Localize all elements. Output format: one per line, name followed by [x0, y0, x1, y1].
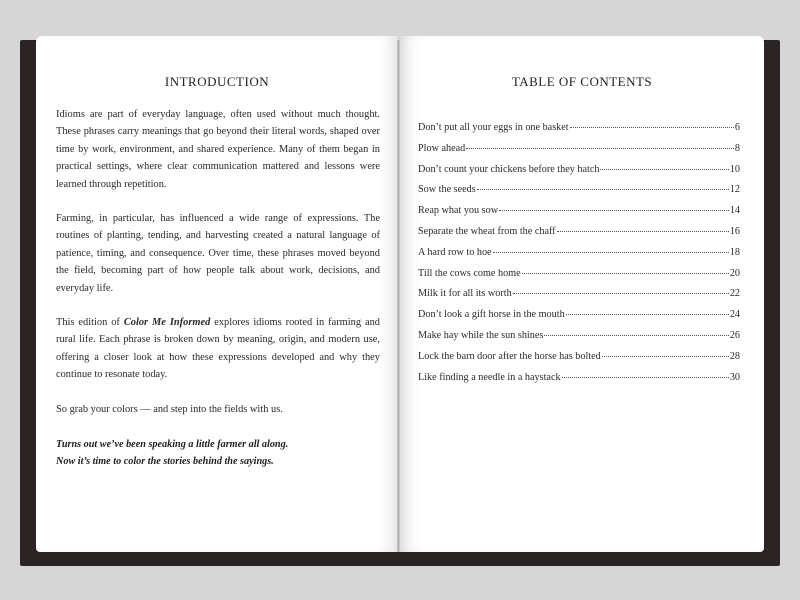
toc-entry[interactable] [418, 309, 740, 330]
toc-entry-title: Till the cows come home [418, 267, 521, 279]
toc-leader-dots [566, 314, 729, 315]
intro-paragraph-3 [56, 314, 380, 384]
toc-entry-page: 22 [729, 288, 740, 300]
toc-entry[interactable] [418, 184, 740, 205]
toc-entry-page: 16 [729, 225, 740, 237]
toc-entry[interactable] [418, 226, 740, 247]
toc-leader-dots [600, 169, 728, 170]
toc-leader-dots [570, 127, 734, 128]
toc-entry[interactable] [418, 143, 740, 164]
toc-entry-title: A hard row to hoe [418, 246, 492, 258]
toc-entry-title: Don’t put all your eggs in one basket [418, 122, 569, 133]
book-spine [397, 40, 400, 552]
toc-entry-page: 12 [729, 184, 740, 196]
toc-leader-dots [557, 231, 729, 232]
toc-entry[interactable] [418, 288, 740, 309]
toc-entry-page: 30 [729, 371, 740, 383]
toc-entry[interactable] [418, 247, 740, 268]
toc-entry-title: Don’t look a gift horse in the mouth [418, 309, 565, 321]
toc-entry[interactable] [418, 205, 740, 226]
toc-entry-page: 18 [729, 246, 740, 258]
toc-entry-page: 28 [729, 350, 740, 362]
toc-leader-dots [513, 293, 729, 294]
table-of-contents [418, 122, 740, 392]
paragraph-3-after: explores idioms rooted in farming and rural life. Each phrase is broken down by meaning, origin, and modern use, offering a closer look at how these expressions developed and why they continue to resonate today. [56, 317, 380, 381]
toc-entry[interactable] [418, 372, 740, 393]
paragraph-3-before: This edition of [56, 317, 124, 328]
toc-entry[interactable] [418, 330, 740, 351]
toc-entry-page: 8 [734, 142, 740, 154]
toc-entry-page: 10 [729, 163, 740, 175]
intro-paragraph-1: Idioms are part of everyday language, often used without much thought. These phrases carry meanings that go beyond their literal words, shaped over time by work, environment, and shared experience. Many of them began in practical settings, where clear communication mattered and lessons were learned through repetition. [56, 109, 380, 190]
toc-entry-title: Lock the barn door after the horse has bolted [418, 350, 601, 362]
toc-entry-page: 26 [729, 329, 740, 341]
toc-leader-dots [493, 252, 729, 253]
toc-entry[interactable] [418, 164, 740, 185]
toc-heading: TABLE OF CONTENTS [511, 74, 653, 89]
toc-entry-page: 20 [729, 267, 740, 279]
toc-entry-title: Sow the seeds [418, 184, 476, 196]
toc-entry-title: Reap what you sow [418, 205, 499, 217]
toc-entry-page: 6 [734, 122, 740, 133]
toc-entry-title: Milk it for all its worth [418, 288, 512, 300]
closing-line-2: Now it’s time to color the stories behind the sayings. [56, 456, 274, 467]
toc-entry-title: Make hay while the sun shines [418, 329, 544, 341]
toc-entry-title: Don’t count your chickens before they hatch [418, 163, 600, 175]
toc-entry-title: Plow ahead [418, 142, 466, 154]
toc-entry[interactable] [418, 351, 740, 372]
toc-entry-title: Separate the wheat from the chaff [418, 225, 556, 237]
toc-entry-page: 24 [729, 309, 740, 321]
toc-leader-dots [477, 189, 729, 190]
toc-entry[interactable] [418, 122, 740, 143]
toc-leader-dots [562, 377, 729, 378]
toc-leader-dots [466, 148, 734, 149]
introduction-heading: INTRODUCTION [164, 74, 270, 89]
intro-paragraph-2: Farming, in particular, has influenced a wide range of expressions. The routines of planting, tending, and harvesting created a natural language of patience, timing, and consequence. Over time, these phrases moved beyond the field, becoming part of how people talk about work, decisions, and everyday life. [56, 213, 380, 294]
toc-leader-dots [602, 356, 729, 357]
toc-leader-dots [544, 335, 728, 336]
closing-line-1: Turns out we’ve been speaking a little farmer all along. [56, 439, 289, 450]
intro-paragraph-4: So grab your colors — and step into the fields with us. [56, 404, 283, 415]
toc-entry[interactable] [418, 268, 740, 289]
toc-entry-page: 14 [729, 205, 740, 217]
toc-entry-title: Like finding a needle in a haystack [418, 371, 561, 383]
toc-leader-dots [499, 210, 729, 211]
book-title: Color Me Informed [123, 317, 211, 328]
toc-leader-dots [522, 273, 729, 274]
